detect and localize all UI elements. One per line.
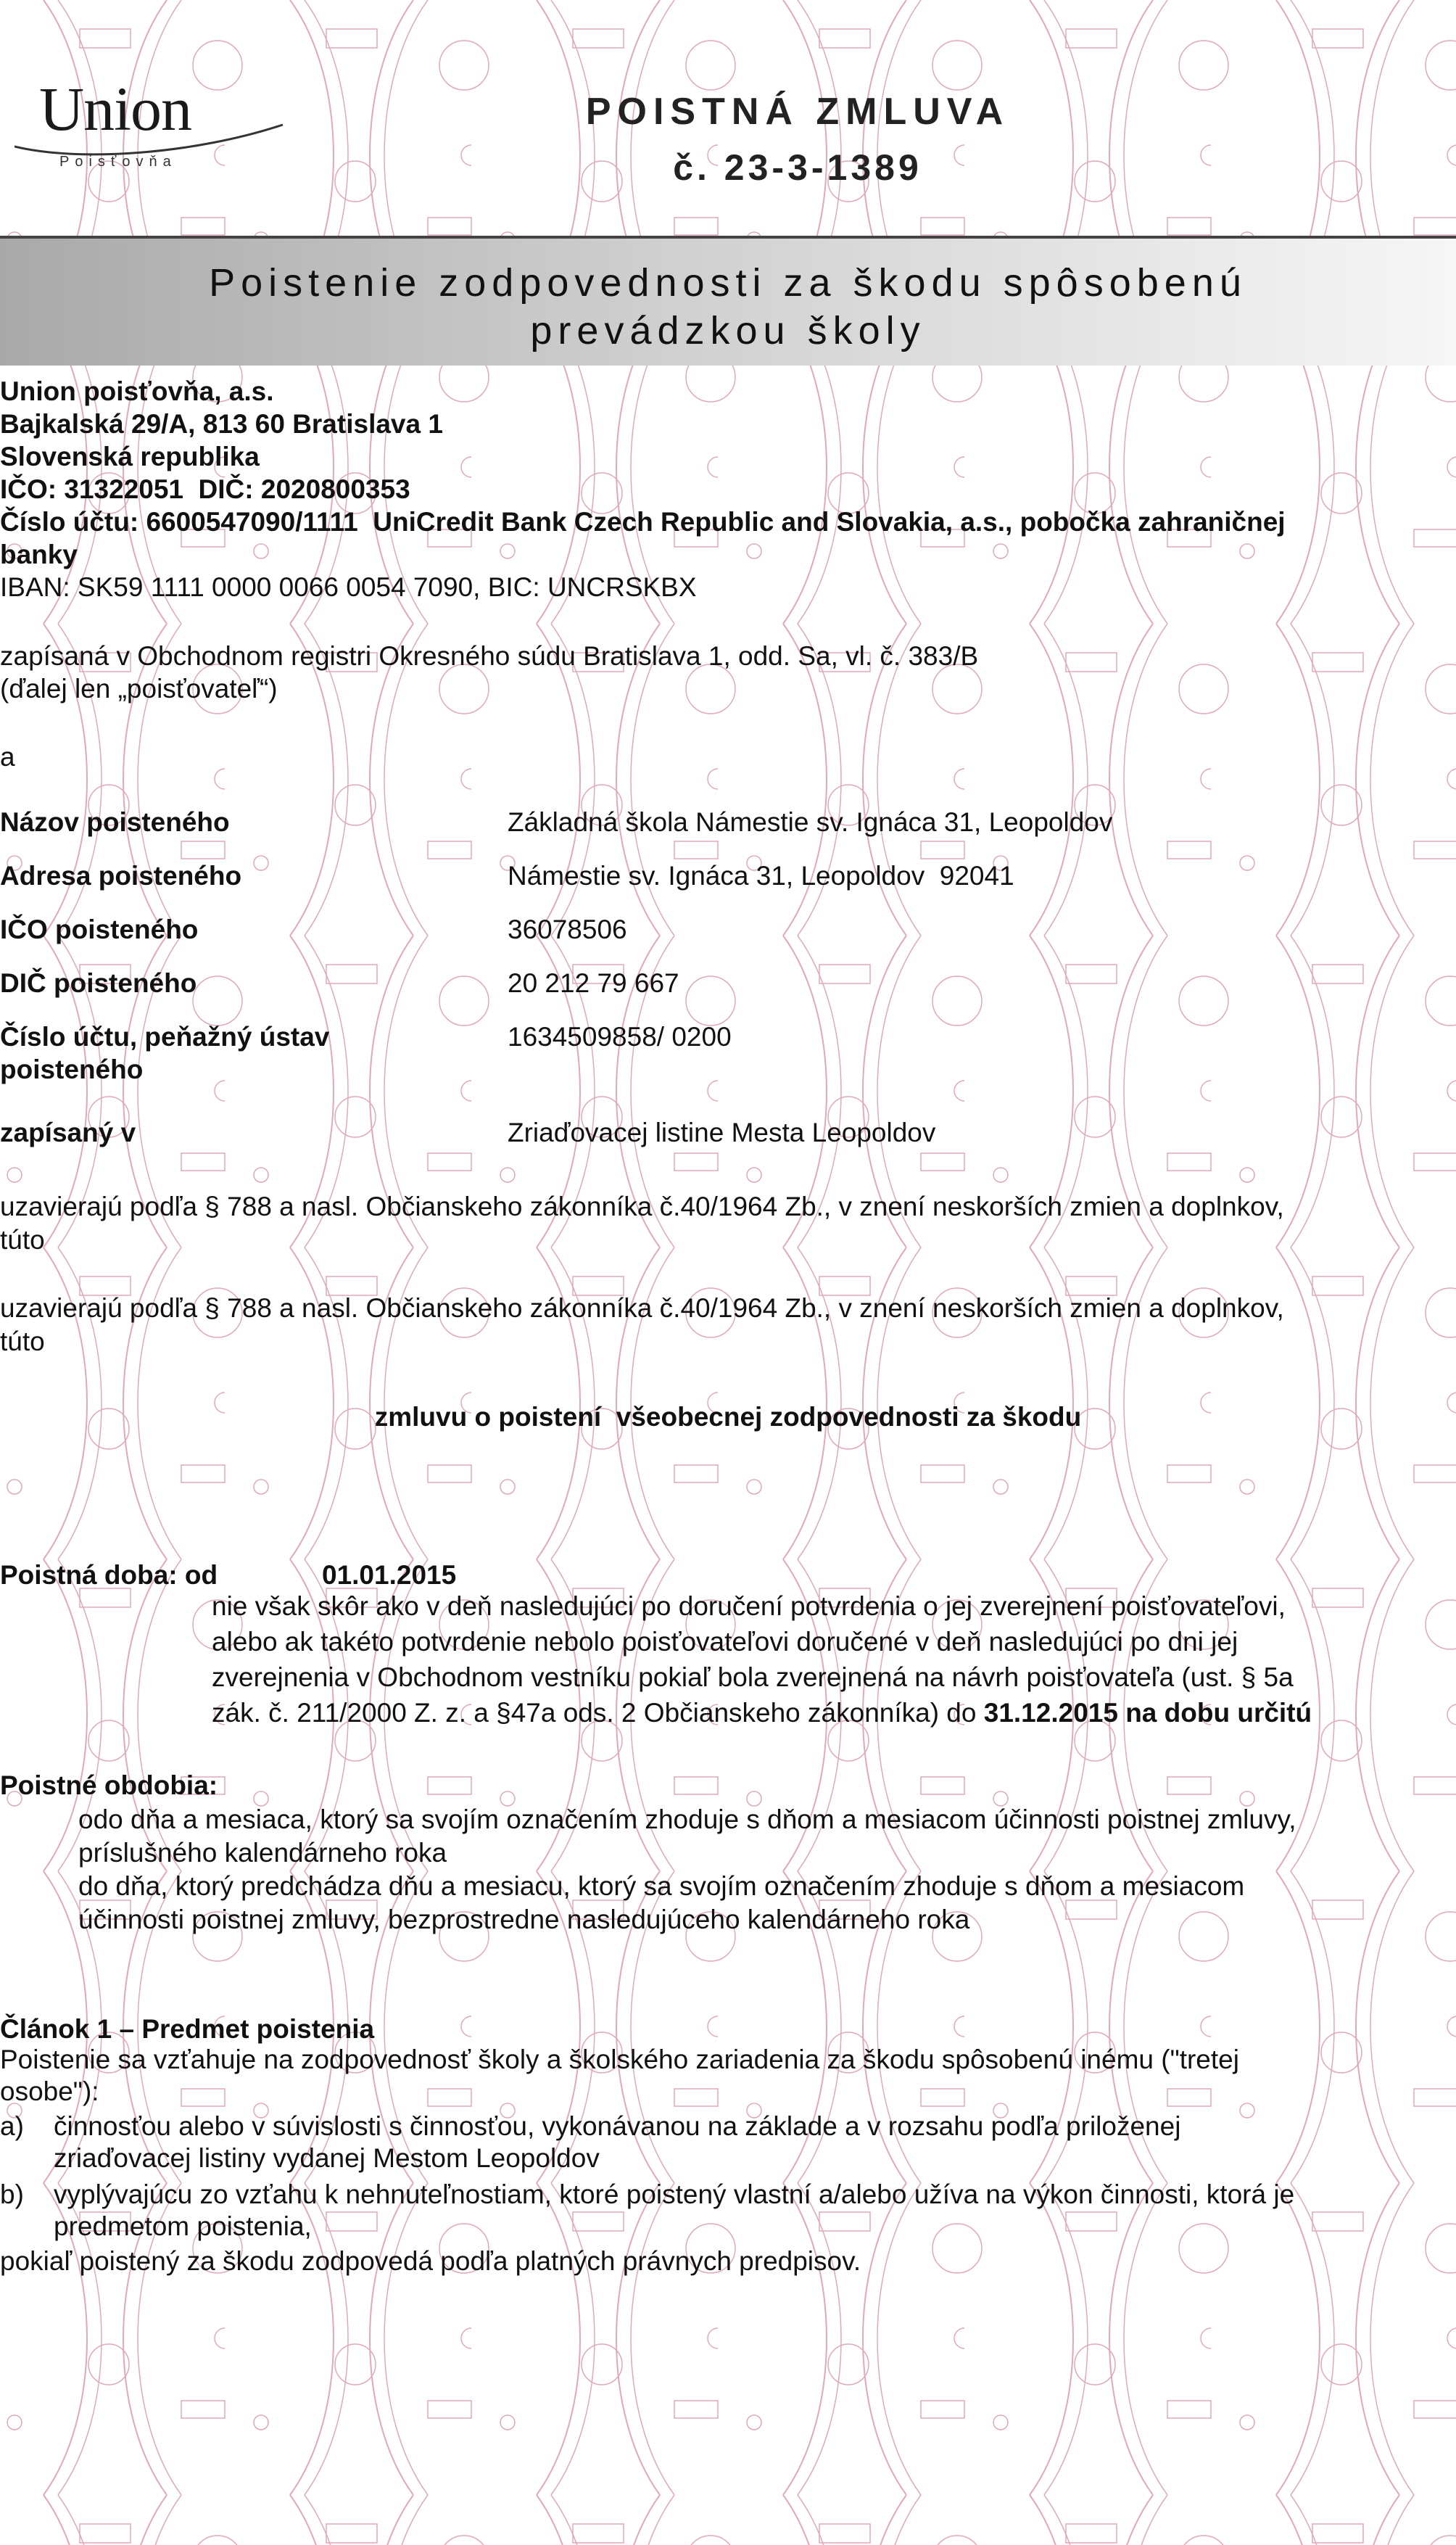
banner-line-2: prevádzkou školy [530,309,926,352]
insured-name-value: Základná škola Námestie sv. Ignáca 31, Leopoldov [508,807,1113,837]
insured-account-value: 1634509858/ 0200 [508,1022,732,1052]
insured-address-value: Námestie sv. Ignáca 31, Leopoldov 92041 [508,861,1014,891]
article-1-item-b-marker: b) [0,2179,24,2209]
insured-name-label: Názov poisteného [0,807,230,837]
insurer-ico-dic: IČO: 31322051 DIČ: 2020800353 [0,474,410,504]
period-line-3: zverejnenia v Obchodnom vestníku pokiaľ bola zverejnená na návrh poisťovateľa (ust. § 5a [212,1662,1294,1692]
article-1-closing: pokiaľ poistený za škodu zodpovedá podľa platných právnych predpisov. [0,2246,861,2276]
conclude-line-2: túto [0,1225,45,1255]
conclude-line-3: uzavierajú podľa § 788 a nasl. Občianskeho zákonníka č.40/1964 Zb., v znení neskorších zmien a doplnkov, [0,1293,1284,1323]
period-conditions [212,1588,1449,1731]
insured-ico-value: 36078506 [508,915,627,944]
period-start-date: 01.01.2015 [322,1560,457,1590]
article-1-item-a-line-2: zriaďovacej listiny vydanej Mestom Leopoldov [54,2143,600,2173]
contract-number: č. 23-3-1389 [673,147,922,188]
union-logo [15,73,276,181]
period-line-2: alebo ak takéto potvrdenie nebolo poisťovateľovi doručené v deň nasledujúci po dni jej [212,1627,1238,1657]
article-1-item-b-line-1: vyplývajúcu zo vzťahu k nehnuteľnostiam, ktoré poistený vlastní a/alebo užíva na výkon činnosti, ktorá je [54,2179,1295,2209]
insurer-address: Bajkalská 29/A, 813 60 Bratislava 1 [0,409,443,439]
insurer-account-line-1: Číslo účtu: 6600547090/1111 UniCredit Bank Czech Republic and Slovakia, a.s., pobočka zahraničnej [0,507,1286,537]
insured-dic-label: DIČ poisteného [0,968,197,998]
insurer-name: Union poisťovňa, a.s. [0,376,274,406]
logo-subtitle: Poisťovňa [59,154,177,170]
period-end-date: 31.12.2015 na dobu určitú [983,1698,1312,1728]
insured-ico-label: IČO poisteného [0,915,199,944]
title-banner [0,236,1456,366]
banner-line-1: Poistenie zodpovednosti za škodu spôsobenú [209,261,1247,305]
insurer-alias: (ďalej len „poisťovateľ“) [0,674,278,704]
period-line-4-text: zák. č. 211/2000 Z. z. a §47a ods. 2 Občianskeho zákonníka) do [212,1698,984,1728]
insurer-country: Slovenská republika [0,442,260,471]
period-line-1: nie však skôr ako v deň nasledujúci po doručení potvrdenia o jej zverejnení poisťovateľovi, [212,1591,1286,1621]
conclude-line-4: túto [0,1327,45,1356]
insured-registered-value: Zriaďovacej listine Mesta Leopoldov [508,1118,936,1147]
periods-line-1: odo dňa a mesiaca, ktorý sa svojím označením zhoduje s dňom a mesiacom účinnosti poistnej zmluvy, [78,1804,1296,1834]
insured-address-label: Adresa poisteného [0,861,242,891]
conclude-line-1: uzavierajú podľa § 788 a nasl. Občianskeho zákonníka č.40/1964 Zb., v znení neskorších zmien a doplnkov, [0,1192,1284,1221]
insured-registered-label: zapísaný v [0,1118,136,1147]
periods-line-2: príslušného kalendárneho roka [78,1838,447,1868]
periods-line-3: do dňa, ktorý predchádza dňu a mesiacu, ktorý sa svojím označením zhoduje s dňom a mesiacom [78,1871,1245,1901]
article-1-intro-2: osobe"): [0,2076,99,2106]
insured-account-label: Číslo účtu, peňažný ústav [0,1022,330,1052]
insured-dic-value: 20 212 79 667 [508,968,679,998]
document-title: POISTNÁ ZMLUVA [585,91,1010,133]
article-1-item-a-line-1: činnosťou alebo v súvislosti s činnosťou, vykonávanou na základe a v rozsahu podľa priloženej [54,2111,1181,2141]
periods-line-4: účinnosti poistnej zmluvy, bezprostredne nasledujúceho kalendárneho roka [78,1905,970,1934]
period-label: Poistná doba: od [0,1560,218,1590]
connector-and: a [0,742,15,772]
insured-account-label-2: poisteného [0,1055,144,1084]
article-1-item-b-line-2: predmetom poistenia, [54,2211,312,2241]
periods-heading: Poistné obdobia: [0,1770,218,1800]
article-1-intro-1: Poistenie sa vzťahuje na zodpovednosť školy a školského zariadenia za škodu spôsobenú inému ("tretej [0,2045,1239,2074]
insurer-account-line-2: banky [0,540,78,569]
contract-title: zmluvu o poistení všeobecnej zodpovednosti za škodu [374,1402,1082,1432]
insurer-iban: IBAN: SK59 1111 0000 0066 0054 7090, BIC: UNCRSKBX [0,572,697,602]
period-line-4 [212,1695,1449,1731]
insurer-registry: zapísaná v Obchodnom registri Okresného súdu Bratislava 1, odd. Sa, vl. č. 383/B [0,641,979,671]
article-1-heading: Článok 1 – Predmet poistenia [0,2014,375,2044]
article-1-item-a-marker: a) [0,2111,24,2141]
logo-word: Union [39,74,191,144]
